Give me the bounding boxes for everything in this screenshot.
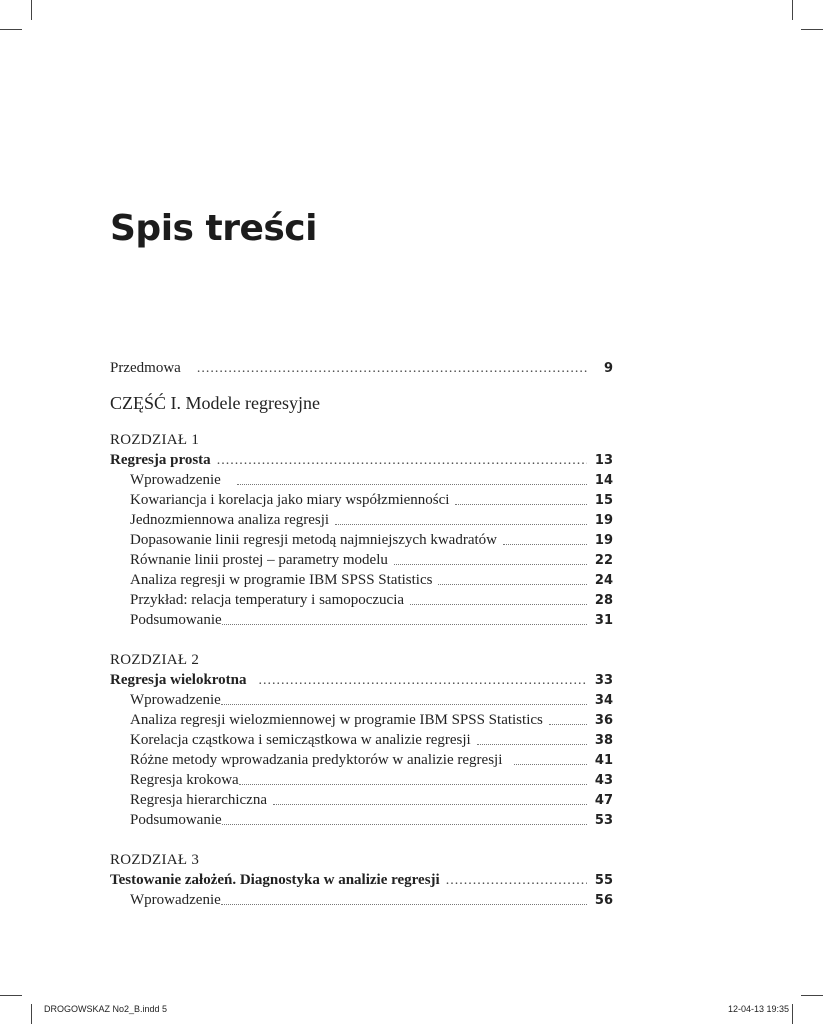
leader-dots [549, 723, 587, 725]
toc-entry[interactable] [110, 770, 613, 790]
leader-dots [477, 743, 587, 745]
toc-entry-preface[interactable] [110, 358, 613, 378]
toc-page-number: 38 [594, 733, 613, 748]
leader-dots [197, 358, 587, 379]
leader-dots [514, 763, 587, 765]
leader-dots [394, 563, 587, 565]
leader-dots [438, 583, 587, 585]
toc-entry-label: Jednozmiennowa analiza regresji [130, 512, 330, 528]
leader-dots [503, 543, 587, 545]
crop-mark-top-right-h [801, 29, 823, 30]
chapter-heading: ROZDZIAŁ 2 [110, 652, 200, 668]
toc-page-number: 31 [594, 613, 613, 628]
toc-entry[interactable] [110, 730, 613, 750]
crop-mark-bottom-right [792, 1004, 793, 1024]
part-heading: CZĘŚĆ I. Modele regresyjne [110, 393, 320, 413]
table-of-contents [110, 358, 613, 910]
leader-dots [222, 623, 587, 625]
toc-entry-label: Regresja hierarchiczna [130, 792, 267, 808]
crop-mark-bottom-left [31, 1004, 32, 1024]
toc-entry-label: Równanie linii prostej – parametry modelu [130, 552, 388, 568]
toc-entry[interactable] [110, 610, 613, 630]
toc-entry-label: Regresja wielokrotna [110, 672, 247, 688]
toc-entry[interactable] [110, 530, 613, 550]
toc-entry-label: Przedmowa [110, 360, 181, 376]
toc-entry-label: Analiza regresji wielozmiennowej w programie IBM SPSS Statistics [130, 712, 543, 728]
toc-entry-label: Analiza regresji w programie IBM SPSS Statistics [130, 572, 433, 588]
toc-page-number: 15 [594, 493, 613, 508]
toc-entry[interactable] [110, 550, 613, 570]
toc-page-number: 55 [594, 873, 613, 888]
toc-page-number: 24 [594, 573, 613, 588]
leader-dots [221, 903, 587, 905]
toc-page-number: 43 [594, 773, 613, 788]
toc-entry[interactable] [110, 590, 613, 610]
toc-page-number: 56 [594, 893, 613, 908]
crop-mark-top-left [31, 0, 32, 20]
toc-entry-label: Regresja krokowa [130, 772, 239, 788]
chapter-heading: ROZDZIAŁ 3 [110, 852, 200, 868]
toc-entry[interactable] [110, 750, 613, 770]
toc-entry-label: Przykład: relacja temperatury i samopoczucia [130, 592, 405, 608]
toc-entry[interactable] [110, 890, 613, 910]
toc-page-number: 41 [594, 753, 613, 768]
toc-entry[interactable] [110, 810, 613, 830]
toc-entry[interactable] [110, 710, 613, 730]
toc-entry-label: Wprowadzenie [130, 892, 221, 908]
toc-page-number: 19 [594, 513, 613, 528]
toc-entry[interactable] [110, 790, 613, 810]
leader-dots [446, 870, 587, 891]
crop-mark-top-left-h [0, 29, 22, 30]
leader-dots [259, 670, 587, 691]
leader-dots [455, 503, 587, 505]
toc-entry-label: Podsumowanie [130, 812, 222, 828]
toc-entry-label: Różne metody wprowadzania predyktorów w analizie regresji [130, 752, 503, 768]
print-slug-file: DROGOWSKAZ No2_B.indd 5 [44, 1004, 168, 1014]
toc-page-number: 28 [594, 593, 613, 608]
toc-entry-label: Wprowadzenie [130, 472, 221, 488]
crop-mark-bottom-left-h [0, 995, 22, 996]
toc-chapter-title[interactable] [110, 670, 613, 690]
toc-entry-label: Testowanie założeń. Diagnostyka w analizie regresji [110, 872, 440, 888]
toc-entry[interactable] [110, 690, 613, 710]
leader-dots [410, 603, 587, 605]
toc-entry-label: Korelacja cząstkowa i semicząstkowa w analizie regresji [130, 732, 471, 748]
leader-dots [237, 483, 587, 485]
toc-entry-label: Wprowadzenie [130, 692, 221, 708]
leader-dots [335, 523, 587, 525]
toc-page-number: 53 [594, 813, 613, 828]
toc-page-number: 13 [594, 453, 613, 468]
crop-mark-bottom-right-h [801, 995, 823, 996]
toc-chapter-title[interactable] [110, 870, 613, 890]
toc-entry[interactable] [110, 470, 613, 490]
toc-entry-label: Dopasowanie linii regresji metodą najmniejszych kwadratów [130, 532, 497, 548]
leader-dots [221, 703, 587, 705]
chapter-heading: ROZDZIAŁ 1 [110, 432, 200, 448]
leader-dots [239, 783, 587, 785]
toc-entry-label: Regresja prosta [110, 452, 211, 468]
toc-page-number: 14 [594, 473, 613, 488]
toc-chapter-title[interactable] [110, 450, 613, 470]
crop-mark-top-right [792, 0, 793, 20]
toc-entry[interactable] [110, 490, 613, 510]
print-slug-timestamp: 12-04-13 19:35 [727, 1004, 789, 1014]
page-title: Spis treści [110, 208, 317, 249]
leader-dots [273, 803, 587, 805]
toc-page-number: 36 [594, 713, 613, 728]
toc-page-number: 19 [594, 533, 613, 548]
toc-page-number: 33 [594, 673, 613, 688]
toc-page-number: 34 [594, 693, 613, 708]
toc-page-number: 9 [603, 361, 613, 376]
toc-page-number: 22 [594, 553, 613, 568]
leader-dots [217, 450, 587, 471]
toc-page-number: 47 [594, 793, 613, 808]
toc-entry[interactable] [110, 510, 613, 530]
toc-entry[interactable] [110, 570, 613, 590]
toc-entry-label: Kowariancja i korelacja jako miary współzmienności [130, 492, 450, 508]
toc-entry-label: Podsumowanie [130, 612, 222, 628]
leader-dots [222, 823, 587, 825]
